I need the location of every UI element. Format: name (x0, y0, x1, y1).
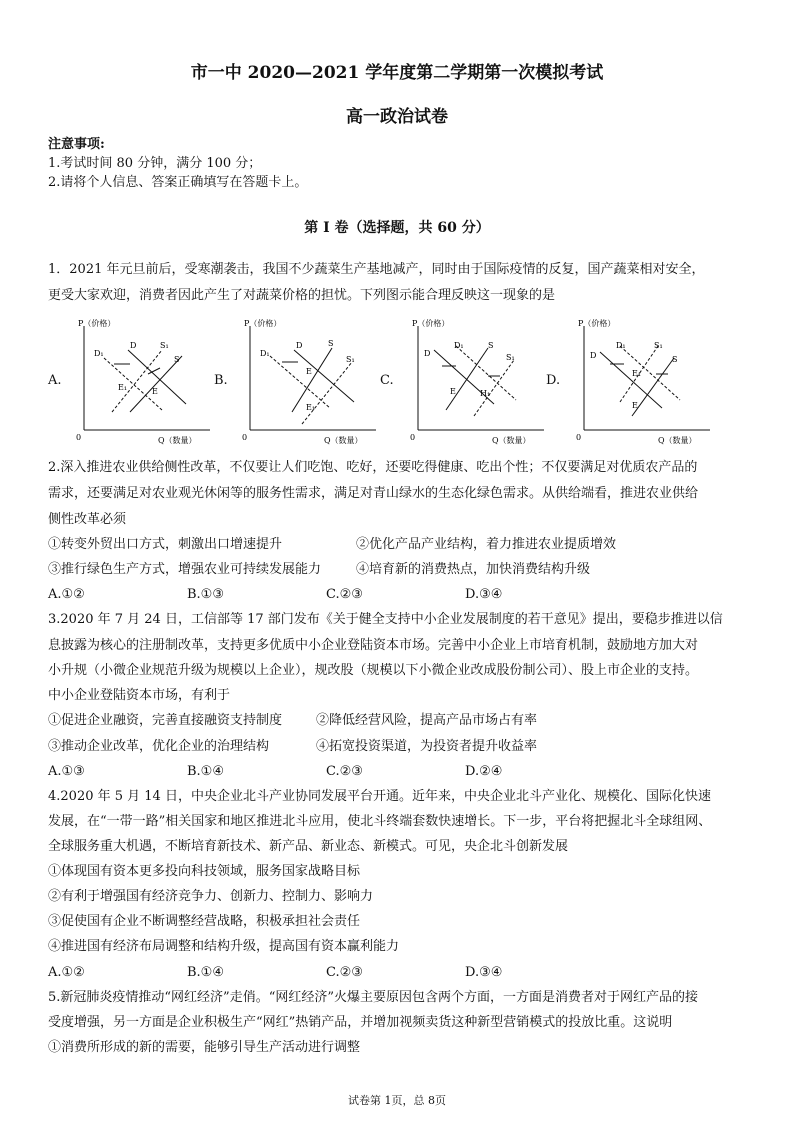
q3-statement: ④拓宽投资渠道，为投资者提升收益率 (316, 739, 538, 754)
q3-line: 息披露为核心的注册制改革，支持更多优质中小企业登陆资本市场。完善中小企业上市培育机制，鼓励地方加大对 (48, 638, 699, 653)
q1-graph-d (570, 312, 720, 447)
demand-curve-d1 (104, 358, 162, 410)
origin-label: 0 (242, 433, 248, 442)
q3-line: 中小企业登陆资本市场，有利于 (48, 688, 231, 703)
curve-label: S₁ (160, 341, 169, 350)
exam-subtitle: 高一政治试卷 (346, 107, 448, 127)
q1-graph-b (236, 312, 386, 447)
q4-choice-a[interactable]: A.①② (48, 965, 85, 980)
supply-curve-s (446, 348, 491, 410)
demand-curve-d (600, 352, 662, 408)
point-label: E₁ (118, 383, 128, 392)
origin-label: 0 (410, 433, 416, 442)
notice-heading: 注意事项: (48, 137, 105, 152)
x-axis-label: Q（数量） (324, 436, 363, 445)
q4-statement: ④推进国有经济布局调整和结构升级，提高国有资本赢利能力 (48, 939, 400, 954)
x-axis-label: Q（数量） (658, 436, 697, 445)
shift-arrow (148, 368, 160, 374)
q4-statement: ①体现国有资本更多投向科技领域，服务国家战略目标 (48, 864, 361, 879)
q4-line: 发展，在“一带一路”相关国家和地区推进北斗应用，使北斗终端套数快速增长。下一步，平台将把握北斗全球组网、 (48, 814, 712, 829)
origin-label: 0 (576, 433, 582, 442)
curve-label: D₁ (94, 349, 104, 358)
y-axis-label: P（价格） (244, 319, 282, 328)
q2-line: 侧性改革必须 (48, 512, 127, 527)
point-label: E₁ (632, 369, 642, 378)
y-axis-label: P（价格） (412, 319, 450, 328)
q1-option-b-label: B. (214, 373, 228, 388)
q1-graph-c (404, 312, 554, 447)
point-label: E (450, 387, 456, 396)
y-axis-label: P（价格） (578, 319, 616, 328)
curve-label: D (296, 341, 303, 350)
point-label: H₁ (480, 389, 491, 398)
q2-choice-d[interactable]: D.③④ (465, 587, 503, 602)
origin-label: 0 (76, 433, 82, 442)
curve-label: D (130, 341, 137, 350)
curve-label: D₁ (260, 349, 270, 358)
q4-line: 全球服务重大机遇，不断培育新技术、新产品、新业态、新模式。可见，央企北斗创新发展 (48, 839, 569, 854)
q1-option-a-label: A. (48, 373, 62, 388)
q1-line: 更受大家欢迎，消费者因此产生了对蔬菜价格的担忧。下列图示能合理反映这一现象的是 (48, 288, 556, 303)
q3-line: 3.2020 年 7 月 24 日，工信部等 17 部门发布《关于健全支持中小企业发展制度的若干意见》提出，要稳步推进以信 (48, 612, 723, 627)
curve-label: D (424, 349, 431, 358)
q5-line: 5.新冠肺炎疫情推动“网红经济”走俏。“网红经济”火爆主要原因包含两个方面，一方面是消费者对于网红产品的接 (48, 990, 698, 1005)
q3-choice-c[interactable]: C.②③ (326, 764, 363, 779)
q2-choice-c[interactable]: C.②③ (326, 587, 363, 602)
curve-label: S (174, 355, 180, 364)
curve-label: S₁ (346, 355, 355, 364)
q1-option-c-label: C. (380, 373, 394, 388)
q2-line: 2.深入推进农业供给侧性改革，不仅要让人们吃饱、吃好，还要吃得健康、吃出个性；不仅要满足对优质农产品的 (48, 460, 698, 475)
curve-label: D₁ (616, 341, 626, 350)
q3-choice-a[interactable]: A.①③ (48, 764, 85, 779)
q3-statement: ③推动企业改革，优化企业的治理结构 (48, 739, 270, 754)
q2-choice-a[interactable]: A.①② (48, 587, 85, 602)
q4-statement: ②有利于增强国有经济竞争力、创新力、控制力、影响力 (48, 889, 374, 904)
curve-label: S (672, 355, 678, 364)
section-title: 第 I 卷（选择题，共 60 分） (304, 220, 490, 236)
q2-choice-b[interactable]: B.①③ (187, 587, 224, 602)
q5-line: ①消费所形成的新的需要，能够引导生产活动进行调整 (48, 1040, 361, 1055)
q2-statement: ③推行绿色生产方式，增强农业可持续发展能力 (48, 562, 322, 577)
point-label: E (152, 387, 158, 396)
curve-label: S (488, 341, 494, 350)
q3-statement: ①促进企业融资，完善直接融资支持制度 (48, 713, 283, 728)
q4-line: 4.2020 年 5 月 14 日，中央企业北斗产业协同发展平台开通。近年来，中央企业北斗产业化、规模化、国际化快速 (48, 789, 711, 804)
curve-label: S (328, 339, 334, 348)
q4-choice-b[interactable]: B.①④ (187, 965, 224, 980)
q2-statement: ④培育新的消费热点，加快消费结构升级 (356, 562, 591, 577)
notice-item: 2.请将个人信息、答案正确填写在答题卡上。 (48, 175, 308, 190)
q4-choice-c[interactable]: C.②③ (326, 965, 363, 980)
q3-choice-b[interactable]: B.①④ (187, 764, 224, 779)
x-axis-label: Q（数量） (492, 436, 531, 445)
exam-title: 市一中 2020—2021 学年度第二学期第一次模拟考试 (190, 63, 604, 83)
q2-line: 需求，还要满足对农业观光休闲等的服务性需求，满足对青山绿水的生态化绿色需求。从供给端看，推进农业供给 (48, 486, 699, 501)
curve-label: S₁ (654, 341, 663, 350)
y-axis-label: P（价格） (78, 319, 116, 328)
curve-label: D (590, 351, 597, 360)
q3-choice-d[interactable]: D.②④ (465, 764, 503, 779)
q3-line: 小升规（小微企业规范升级为规模以上企业），规改股（规模以下小微企业改成股份制公司）、股上市企业的支持。 (48, 663, 699, 678)
point-label: E (632, 401, 638, 410)
q5-line: 受度增强，另一方面是企业积极生产“网红”热销产品，并增加视频卖货这种新型营销模式的投放比重。这说明 (48, 1015, 673, 1030)
q4-choice-d[interactable]: D.③④ (465, 965, 503, 980)
q1-graph-a (70, 312, 220, 447)
notice-item: 1.考试时间 80 分钟，满分 100 分； (48, 156, 262, 171)
supply-curve-s (130, 356, 182, 412)
q1-option-d-label: D. (546, 373, 561, 388)
curve-label: D₁ (454, 341, 464, 350)
q3-statement: ②降低经营风险，提高产品市场占有率 (316, 713, 538, 728)
point-label: E (306, 367, 312, 376)
supply-curve-s1 (474, 360, 514, 416)
x-axis-label: Q（数量） (158, 436, 197, 445)
page-footer: 试卷第 1页，总 8页 (348, 1094, 446, 1107)
curve-label: S₁ (506, 353, 515, 362)
q2-statement: ②优化产品产业结构，着力推进农业提质增效 (356, 537, 617, 552)
point-label: E₁ (306, 403, 316, 412)
q4-statement: ③促使国有企业不断调整经营战略，积极承担社会责任 (48, 914, 361, 929)
q2-statement: ①转变外贸出口方式，刺激出口增速提升 (48, 537, 283, 552)
q1-line: 1．2021 年元旦前后，受寒潮袭击，我国不少蔬菜生产基地减产，同时由于国际疫情的反复，国产蔬菜相对安全， (48, 262, 705, 277)
